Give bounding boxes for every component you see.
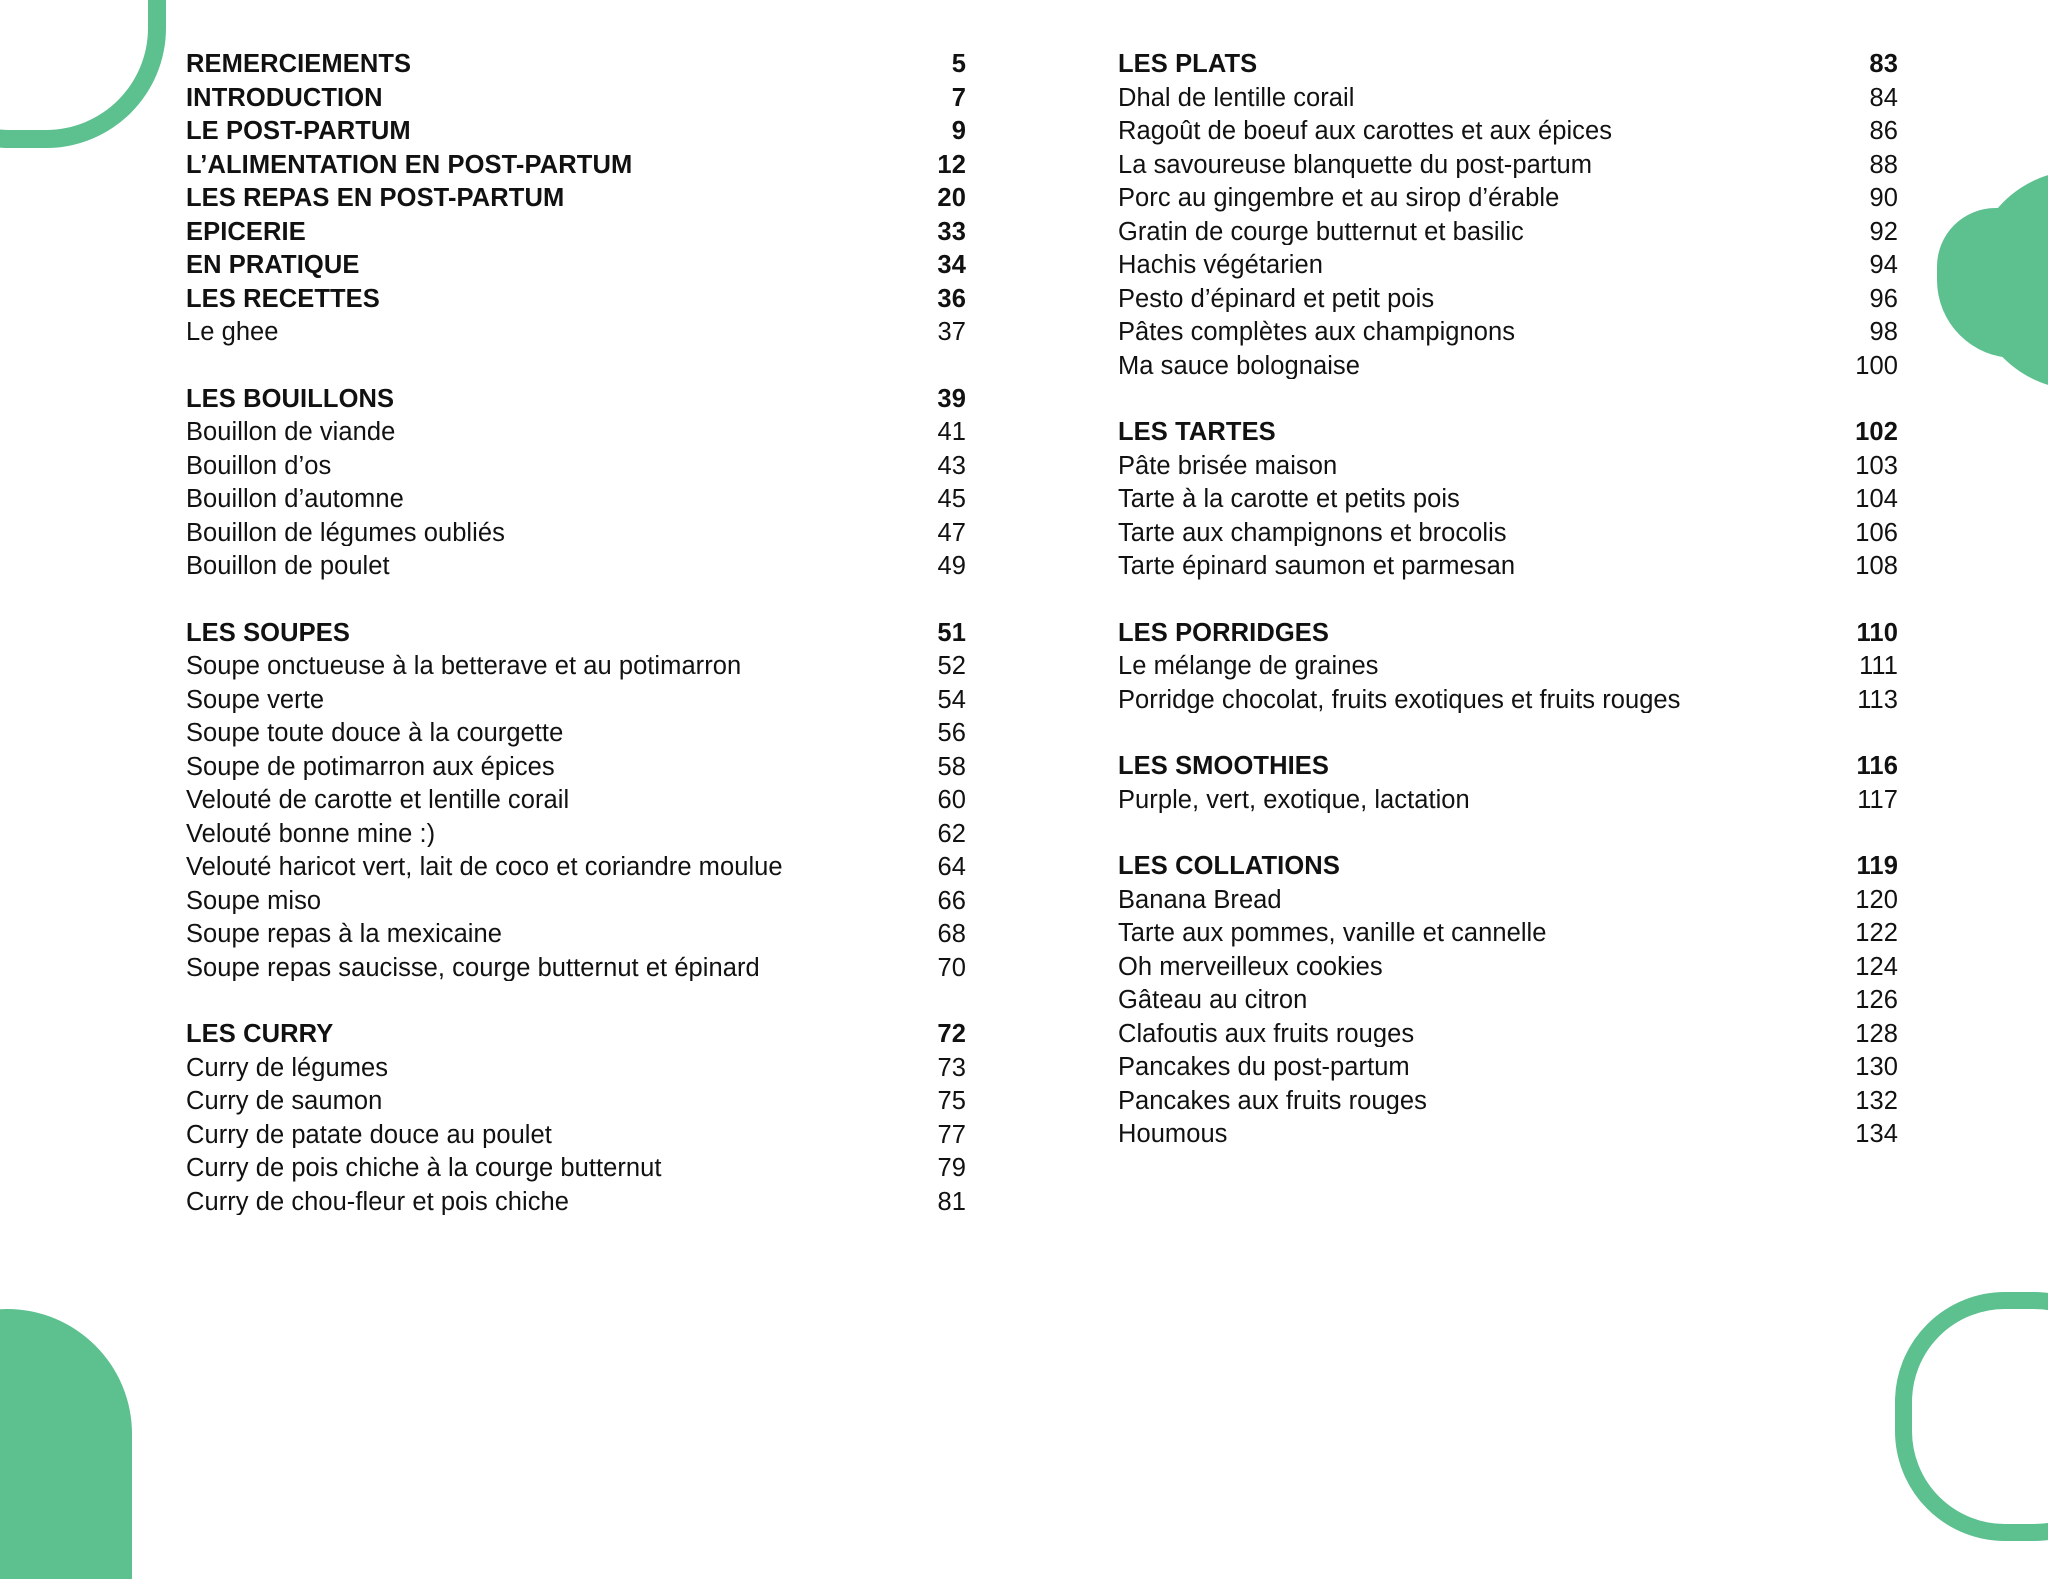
toc-entry-row[interactable]: [1118, 917, 1898, 951]
toc-section-row[interactable]: [1118, 617, 1898, 651]
toc-entry-row[interactable]: [186, 717, 966, 751]
toc-entry-label: Tarte aux pommes, vanille et cannelle: [1118, 921, 1547, 947]
toc-entry-label: Banana Bread: [1118, 887, 1282, 913]
toc-page-number: 128: [1855, 1019, 1898, 1048]
toc-entry-row[interactable]: [186, 1152, 966, 1186]
toc-entry-row[interactable]: [186, 416, 966, 450]
toc-entry-row[interactable]: [1118, 82, 1898, 116]
toc-section-row[interactable]: [186, 149, 966, 183]
toc-page-number: 75: [937, 1087, 966, 1115]
toc-entry-label: Velouté bonne mine :): [186, 821, 436, 847]
right-column: [1118, 48, 1898, 1409]
toc-page-number: 90: [1869, 184, 1898, 212]
toc-entry-label: Tarte aux champignons et brocolis: [1118, 520, 1507, 546]
toc-entry-row[interactable]: [1118, 350, 1898, 384]
toc-entry-row[interactable]: [186, 650, 966, 684]
toc-entry-row[interactable]: [186, 784, 966, 818]
toc-page-number: 20: [937, 184, 966, 212]
toc-section-row[interactable]: [186, 617, 966, 651]
toc-section-label: EPICERIE: [186, 219, 306, 245]
toc-page-number: 52: [937, 652, 966, 680]
toc-entry-label: Soupe miso: [186, 888, 322, 914]
toc-section-label: LES SMOOTHIES: [1118, 754, 1329, 780]
toc-entry-label: Purple, vert, exotique, lactation: [1118, 787, 1470, 813]
toc-page-number: 102: [1855, 418, 1898, 446]
toc-entry-row[interactable]: [186, 952, 966, 986]
toc-page-number: 110: [1856, 618, 1898, 647]
toc-page-number: 104: [1855, 485, 1898, 513]
toc-page-number: 98: [1869, 318, 1898, 346]
toc-section-row[interactable]: [1118, 416, 1898, 450]
toc-entry-row[interactable]: [186, 1186, 966, 1220]
toc-page-number: 34: [937, 251, 966, 279]
toc-page-number: 126: [1855, 986, 1898, 1014]
toc-entry-label: Bouillon de légumes oubliés: [186, 520, 505, 546]
toc-entry-row[interactable]: [186, 550, 966, 584]
toc-page-number: 39: [937, 384, 966, 413]
toc-group-les-plats: [1118, 48, 1898, 383]
toc-page-number: 96: [1869, 284, 1898, 313]
toc-section-row[interactable]: [186, 82, 966, 116]
toc-entry-label: Gâteau au citron: [1118, 988, 1308, 1014]
toc-page-number: 49: [937, 552, 966, 580]
toc-entry-row[interactable]: [1118, 483, 1898, 517]
toc-group-les-collations: [1118, 850, 1898, 1152]
toc-page-number: 60: [937, 786, 966, 814]
toc-page-number: 92: [1869, 217, 1898, 246]
toc-entry-label: Dhal de lentille corail: [1118, 85, 1355, 111]
toc-page-number: 12: [937, 150, 966, 179]
toc-entry-label: Soupe repas saucisse, courge butternut et épinard: [186, 955, 760, 981]
toc-entry-row[interactable]: [1118, 182, 1898, 216]
toc-section-label: INTRODUCTION: [186, 85, 383, 111]
toc-page-number: 119: [1856, 852, 1898, 880]
toc-entry-label: Curry de pois chiche à la courge butternut: [186, 1156, 662, 1182]
toc-section-label: LE POST-PARTUM: [186, 119, 411, 145]
toc-page-number: 43: [937, 451, 966, 480]
toc-entry-label: Tarte épinard saumon et parmesan: [1118, 554, 1516, 580]
toc-page-number: 83: [1869, 50, 1898, 78]
toc-page-number: 120: [1855, 885, 1898, 914]
toc-entry-label: Pesto d’épinard et petit pois: [1118, 286, 1435, 312]
toc-page-number: 88: [1869, 150, 1898, 179]
toc-entry-row[interactable]: [1118, 316, 1898, 350]
toc-entry-row[interactable]: [186, 1119, 966, 1153]
toc-entry-label: La savoureuse blanquette du post-partum: [1118, 152, 1593, 178]
toc-entry-label: Pancakes aux fruits rouges: [1118, 1088, 1427, 1114]
toc-group-les-smoothies: [1118, 750, 1898, 817]
toc-page-number: 5: [951, 50, 966, 78]
toc-entry-label: Soupe verte: [186, 687, 325, 713]
toc-entry-row[interactable]: [186, 918, 966, 952]
toc-entry-row[interactable]: [186, 1052, 966, 1086]
toc-entry-label: Soupe toute douce à la courgette: [186, 721, 564, 747]
toc-page-number: 7: [951, 83, 966, 112]
toc-entry-row[interactable]: [186, 818, 966, 852]
toc-page-number: 84: [1869, 83, 1898, 112]
toc-section-label: REMERCIEMENTS: [186, 52, 412, 78]
toc-page-number: 68: [937, 920, 966, 948]
toc-page-number: 58: [937, 752, 966, 781]
toc-page-number: 56: [937, 719, 966, 747]
toc-entry-label: Tarte à la carotte et petits pois: [1118, 487, 1460, 513]
toc-page-number: 100: [1855, 351, 1898, 380]
toc-entry-label: Soupe repas à la mexicaine: [186, 922, 502, 948]
toc-entry-label: Ragoût de boeuf aux carottes et aux épices: [1118, 119, 1613, 145]
toc-page-number: 122: [1855, 919, 1898, 947]
toc-section-row[interactable]: [186, 383, 966, 417]
toc-entry-label: Curry de patate douce au poulet: [186, 1122, 552, 1148]
toc-page-number: 72: [937, 1020, 966, 1048]
toc-page-number: 51: [937, 618, 966, 647]
toc-page-number: 73: [937, 1053, 966, 1082]
toc-page-number: 33: [937, 217, 966, 246]
toc-entry-label: Bouillon de poulet: [186, 554, 390, 580]
toc-page-number: 106: [1855, 518, 1898, 547]
toc-page-number: 77: [937, 1120, 966, 1149]
toc-entry-row[interactable]: [186, 1085, 966, 1119]
toc-entry-row[interactable]: [1118, 450, 1898, 484]
toc-section-row[interactable]: [186, 48, 966, 82]
toc-entry-row[interactable]: [186, 851, 966, 885]
toc-entry-label: Curry de saumon: [186, 1089, 383, 1115]
left-column: [186, 48, 966, 1409]
toc-section-label: LES COLLATIONS: [1118, 854, 1340, 880]
toc-group-les-curry: [186, 1018, 966, 1219]
toc-section-row[interactable]: [186, 249, 966, 283]
toc-entry-row[interactable]: [1118, 650, 1898, 684]
toc-page-number: 94: [1869, 251, 1898, 279]
toc-section-label: L’ALIMENTATION EN POST-PARTUM: [186, 152, 633, 178]
toc-group-les-tartes: [1118, 416, 1898, 584]
toc-entry-row[interactable]: [186, 316, 966, 350]
toc-entry-label: Porc au gingembre et au sirop d’érable: [1118, 186, 1560, 212]
toc-section-row[interactable]: [186, 1018, 966, 1052]
toc-section-label: LES CURRY: [186, 1022, 334, 1048]
toc-page-number: 132: [1855, 1086, 1898, 1115]
toc-page-number: 111: [1859, 652, 1898, 680]
toc-page-number: 117: [1857, 785, 1898, 814]
toc-entry-row[interactable]: [1118, 249, 1898, 283]
toc-entry-label: Oh merveilleux cookies: [1118, 954, 1383, 980]
toc-page-number: 36: [937, 284, 966, 313]
toc-entry-row[interactable]: [1118, 283, 1898, 317]
toc-entry-label: Pâtes complètes aux champignons: [1118, 320, 1516, 346]
toc-group-les-soupes: [186, 617, 966, 986]
toc-section-label: EN PRATIQUE: [186, 253, 360, 279]
toc-entry-row[interactable]: [1118, 517, 1898, 551]
toc-entry-row[interactable]: [186, 885, 966, 919]
toc-entry-row[interactable]: [186, 483, 966, 517]
toc-page-number: 47: [937, 518, 966, 547]
toc-page-number: 79: [937, 1154, 966, 1182]
toc-page-number: 86: [1869, 117, 1898, 145]
toc-page-number: 70: [937, 953, 966, 982]
toc-entry-row[interactable]: [1118, 684, 1898, 718]
toc-entry-label: Soupe de potimarron aux épices: [186, 754, 555, 780]
toc-entry-label: Velouté de carotte et lentille corail: [186, 788, 570, 814]
toc-section-label: LES BOUILLONS: [186, 386, 395, 412]
toc-group-front-matter: [186, 48, 966, 350]
toc-entry-row[interactable]: [1118, 149, 1898, 183]
toc-entry-label: Houmous: [1118, 1122, 1228, 1148]
toc-page-number: 54: [937, 685, 966, 714]
toc-entry-label: Bouillon d’automne: [186, 487, 404, 513]
toc-entry-row[interactable]: [1118, 1085, 1898, 1119]
toc-entry-row[interactable]: [1118, 550, 1898, 584]
toc-page-number: 37: [937, 318, 966, 346]
toc-entry-row[interactable]: [186, 751, 966, 785]
toc-entry-row[interactable]: [186, 517, 966, 551]
toc-page-number: 103: [1855, 451, 1898, 480]
toc-page-number: 113: [1857, 685, 1898, 714]
toc-section-row[interactable]: [1118, 48, 1898, 82]
toc-entry-row[interactable]: [1118, 884, 1898, 918]
toc-section-label: LES TARTES: [1118, 420, 1276, 446]
toc-page-number: 108: [1855, 552, 1898, 580]
toc-page-number: 41: [937, 418, 966, 446]
toc-entry-row[interactable]: [1118, 784, 1898, 818]
toc-section-row[interactable]: [186, 182, 966, 216]
toc-section-label: LES RECETTES: [186, 286, 380, 312]
toc-section-row[interactable]: [186, 115, 966, 149]
toc-entry-label: Bouillon de viande: [186, 420, 396, 446]
toc-section-label: LES REPAS EN POST-PARTUM: [186, 186, 565, 212]
toc-entry-label: Pâte brisée maison: [1118, 453, 1338, 479]
toc-page-number: 45: [937, 485, 966, 513]
toc-page-number: 9: [951, 117, 966, 145]
toc-entry-row[interactable]: [1118, 1051, 1898, 1085]
toc-page-number: 130: [1855, 1053, 1898, 1081]
toc-entry-row[interactable]: [1118, 115, 1898, 149]
toc-entry-label: Clafoutis aux fruits rouges: [1118, 1021, 1415, 1047]
toc-entry-label: Bouillon d’os: [186, 453, 332, 479]
toc-entry-row[interactable]: [1118, 216, 1898, 250]
toc-section-label: LES SOUPES: [186, 620, 350, 646]
toc-entry-row[interactable]: [1118, 1018, 1898, 1052]
toc-entry-label: Le ghee: [186, 320, 279, 346]
toc-section-label: LES PLATS: [1118, 52, 1258, 78]
toc-page-number: 64: [937, 853, 966, 881]
toc-page-number: 81: [937, 1187, 966, 1216]
toc-section-row[interactable]: [1118, 850, 1898, 884]
toc-entry-label: Curry de légumes: [186, 1055, 389, 1081]
toc-entry-label: Pancakes du post-partum: [1118, 1055, 1410, 1081]
toc-entry-row[interactable]: [1118, 1118, 1898, 1152]
toc-entry-label: Gratin de courge butternut et basilic: [1118, 219, 1524, 245]
toc-section-row[interactable]: [186, 216, 966, 250]
toc-section-label: LES PORRIDGES: [1118, 620, 1330, 646]
toc-entry-label: Velouté haricot vert, lait de coco et coriandre moulue: [186, 855, 783, 881]
toc-entry-row[interactable]: [186, 684, 966, 718]
toc-page-number: 116: [1856, 752, 1898, 780]
toc-entry-label: Le mélange de graines: [1118, 654, 1379, 680]
toc-entry-row[interactable]: [1118, 984, 1898, 1018]
toc-entry-row[interactable]: [186, 450, 966, 484]
toc-page-number: 66: [937, 886, 966, 915]
toc-section-row[interactable]: [1118, 750, 1898, 784]
toc-entry-label: Soupe onctueuse à la betterave et au potimarron: [186, 654, 742, 680]
toc-page-number: 134: [1855, 1120, 1898, 1148]
toc-entry-label: Porridge chocolat, fruits exotiques et fruits rouges: [1118, 687, 1681, 713]
toc-entry-label: Hachis végétarien: [1118, 253, 1323, 279]
toc-page-number: 124: [1855, 952, 1898, 981]
toc-entry-row[interactable]: [1118, 951, 1898, 985]
toc-group-les-bouillons: [186, 383, 966, 584]
toc-section-row[interactable]: [186, 283, 966, 317]
toc-entry-label: Curry de chou-fleur et pois chiche: [186, 1189, 569, 1215]
toc-entry-label: Ma sauce bolognaise: [1118, 353, 1360, 379]
toc-group-les-porridges: [1118, 617, 1898, 718]
toc-page-number: 62: [937, 819, 966, 848]
